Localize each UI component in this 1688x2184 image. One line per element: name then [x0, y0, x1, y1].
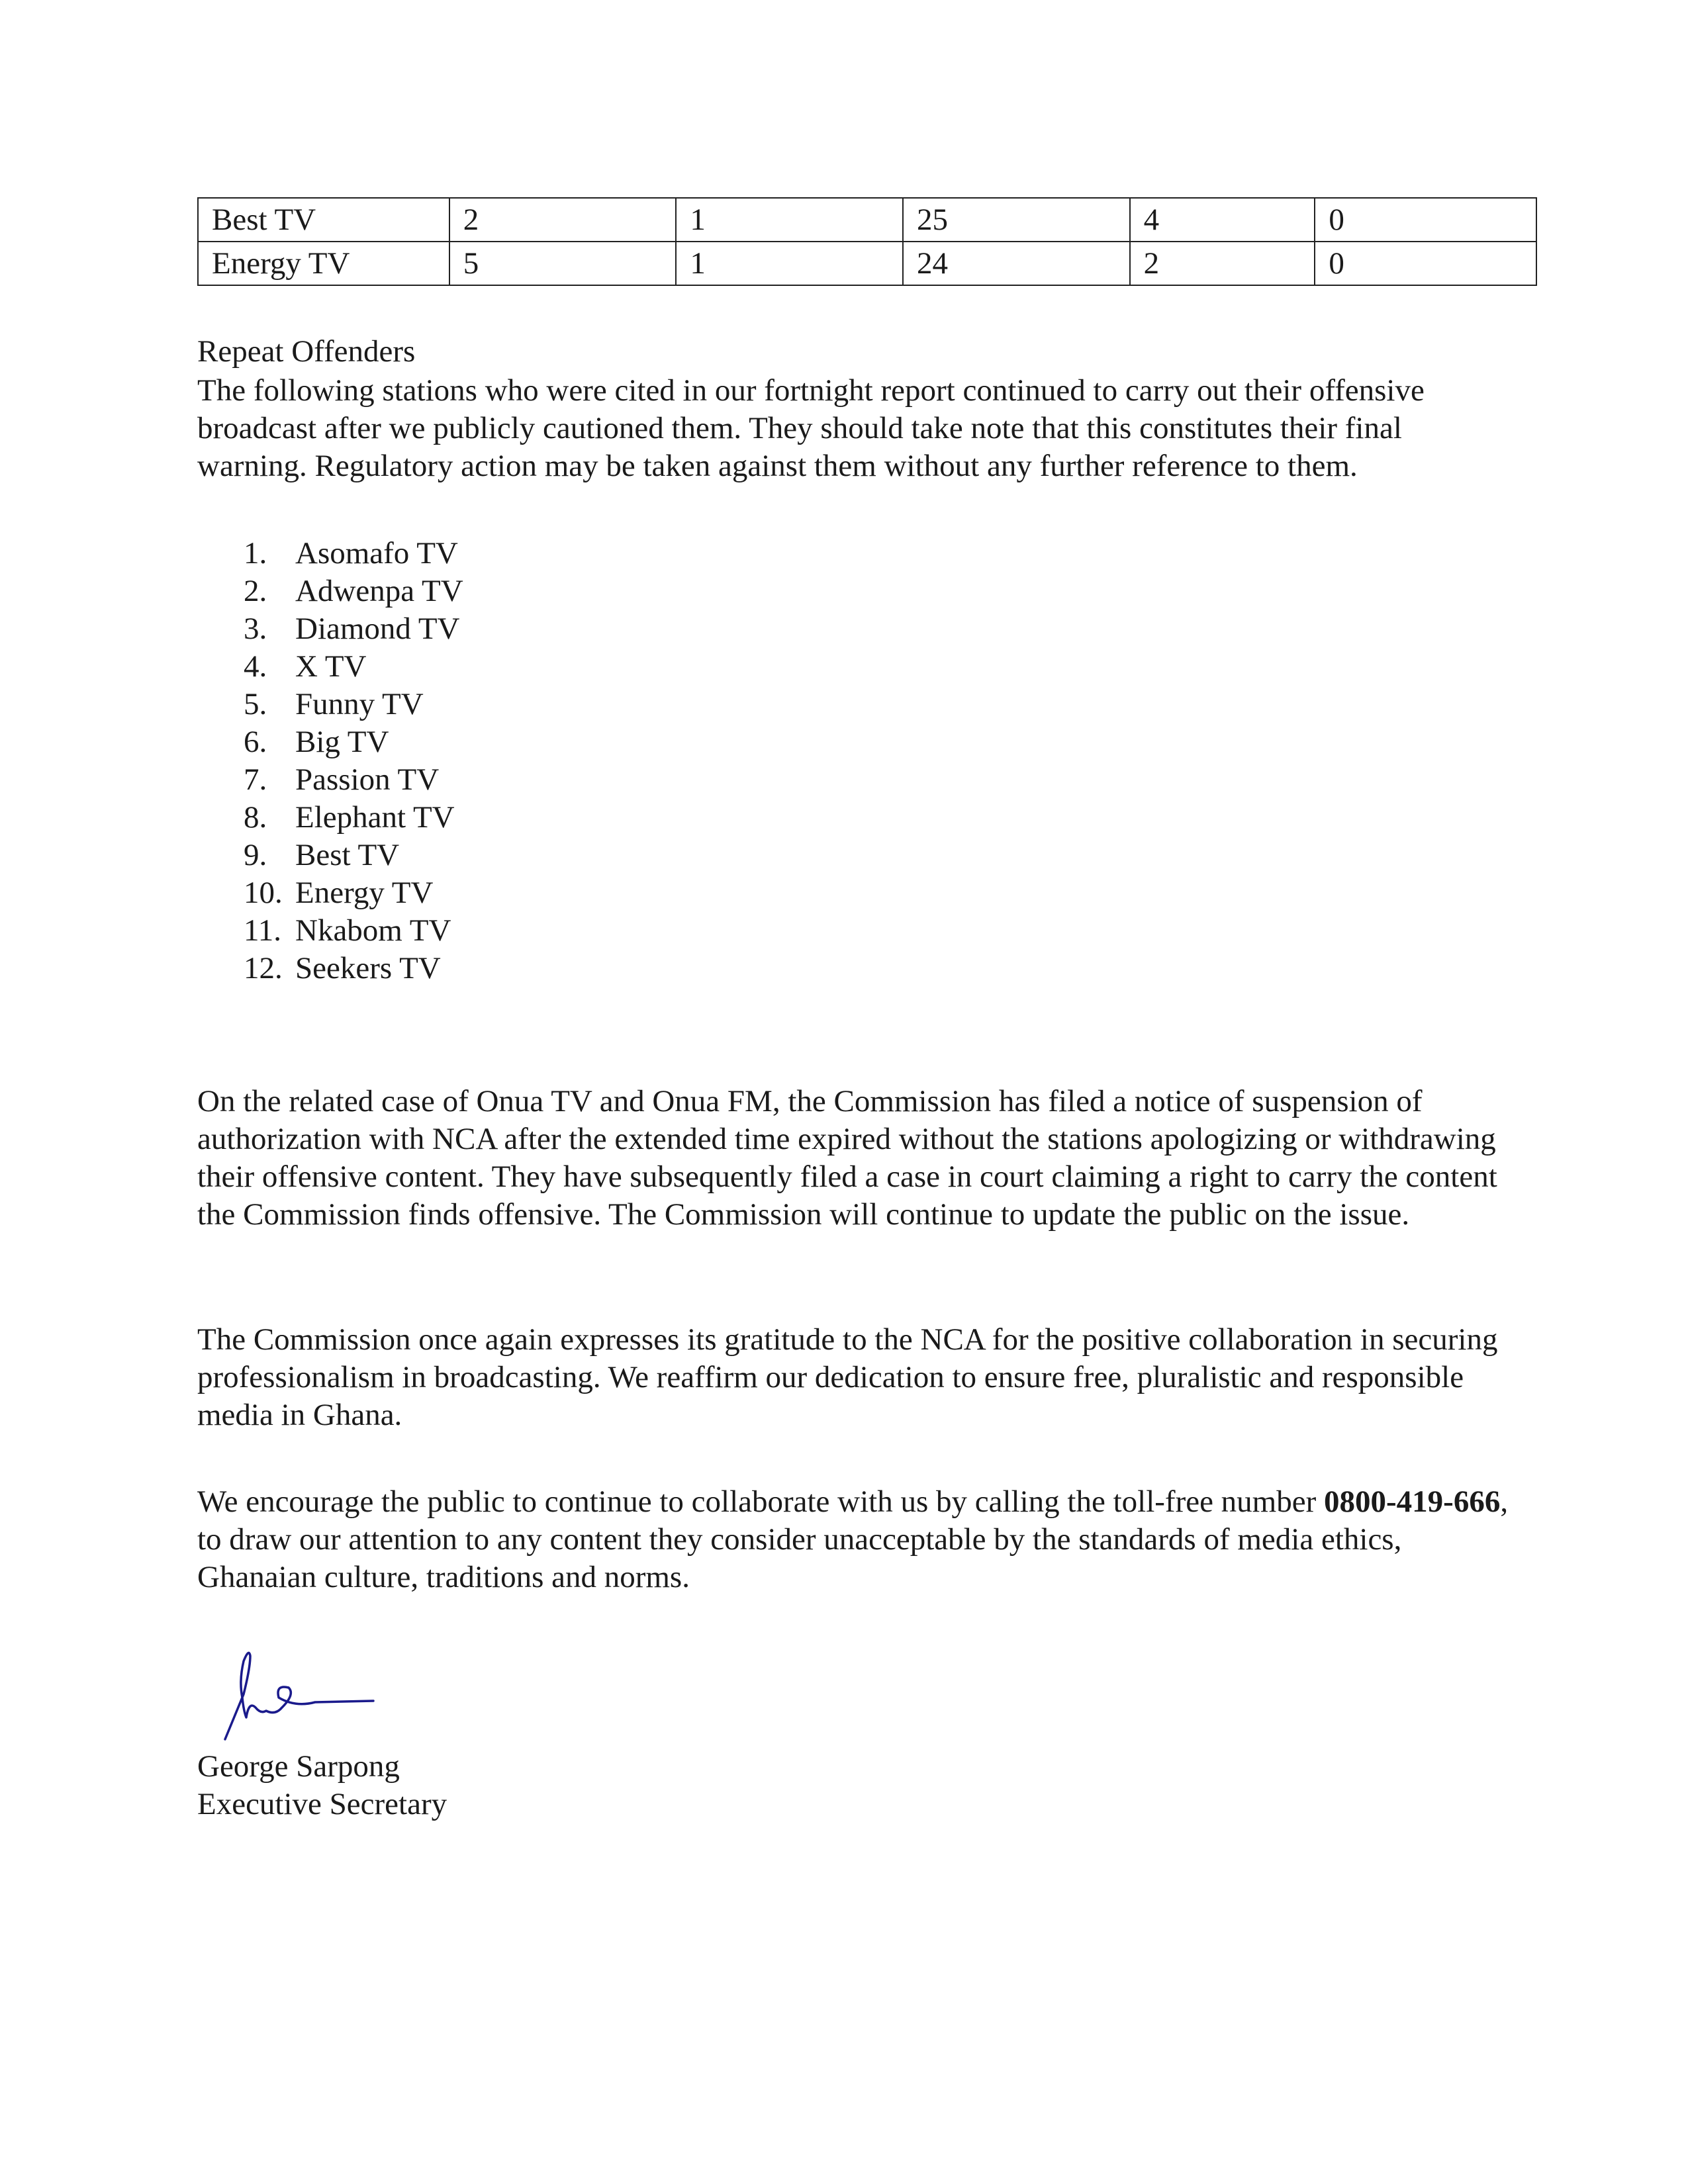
station-cell: Energy TV: [198, 242, 449, 285]
value-cell: 5: [449, 242, 677, 285]
value-cell: 1: [676, 198, 903, 242]
value-cell: 4: [1130, 198, 1315, 242]
value-cell: 2: [449, 198, 677, 242]
encourage-paragraph: We encourage the public to continue to collaborate with us by calling the toll-free number 0800-419-666, to draw our attention to any content they consider unacceptable by the standards of media ethics, Ghanaian culture, traditions and norms.: [197, 1484, 1509, 1594]
value-cell: 2: [1130, 242, 1315, 285]
list-item: 9. Best TV: [244, 838, 400, 872]
table-row: [198, 242, 1536, 285]
list-item: 12. Seekers TV: [244, 951, 441, 985]
list-item: 8. Elephant TV: [244, 800, 455, 835]
offenders-list: [244, 535, 463, 987]
signatory-name: George Sarpong: [197, 1749, 400, 1784]
gratitude-paragraph: The Commission once again expresses its gratitude to the NCA for the positive collaboration in securing professionalism in broadcasting. We reaffirm our dedication to ensure free, pluralistic and responsible media in Ghana.: [197, 1322, 1498, 1432]
signatory: [197, 1748, 1515, 1823]
table-row: [198, 198, 1536, 242]
value-cell: 0: [1315, 242, 1536, 285]
signature-image: [203, 1648, 375, 1747]
complaints-table: [197, 197, 1537, 286]
list-item: 11. Nkabom TV: [244, 913, 451, 948]
value-cell: 0: [1315, 198, 1536, 242]
list-item: 7. Passion TV: [244, 762, 440, 797]
value-cell: 1: [676, 242, 903, 285]
list-item: 6. Big TV: [244, 725, 389, 759]
list-item: 1. Asomafo TV: [244, 536, 458, 570]
station-cell: Best TV: [198, 198, 449, 242]
list-item: 2. Adwenpa TV: [244, 574, 463, 608]
toll-free-number: 0800-419-666: [1324, 1484, 1501, 1519]
list-item: 3. Diamond TV: [244, 612, 460, 646]
onua-paragraph: On the related case of Onua TV and Onua FM, the Commission has filed a notice of suspension of authorization with NCA after the extended time expired without the stations apologizing or withdrawing their offensive content. They have subsequently filed a case in court claiming a right to carry the content the Commission finds offensive. The Commission will continue to update the public on the issue.: [197, 1084, 1497, 1232]
list-item: 4. X TV: [244, 649, 367, 684]
signatory-title: Executive Secretary: [197, 1787, 447, 1821]
value-cell: 25: [903, 198, 1130, 242]
repeat-offenders-heading: Repeat Offenders: [197, 334, 416, 369]
list-item: 10. Energy TV: [244, 876, 434, 910]
repeat-offenders-intro: The following stations who were cited in our fortnight report continued to carry out their offensive broadcast after we publicly cautioned them. They should take note that this constitutes their final warning. Regulatory action may be taken against them without any further reference to them.: [197, 373, 1425, 483]
list-item: 5. Funny TV: [244, 687, 424, 721]
value-cell: 24: [903, 242, 1130, 285]
